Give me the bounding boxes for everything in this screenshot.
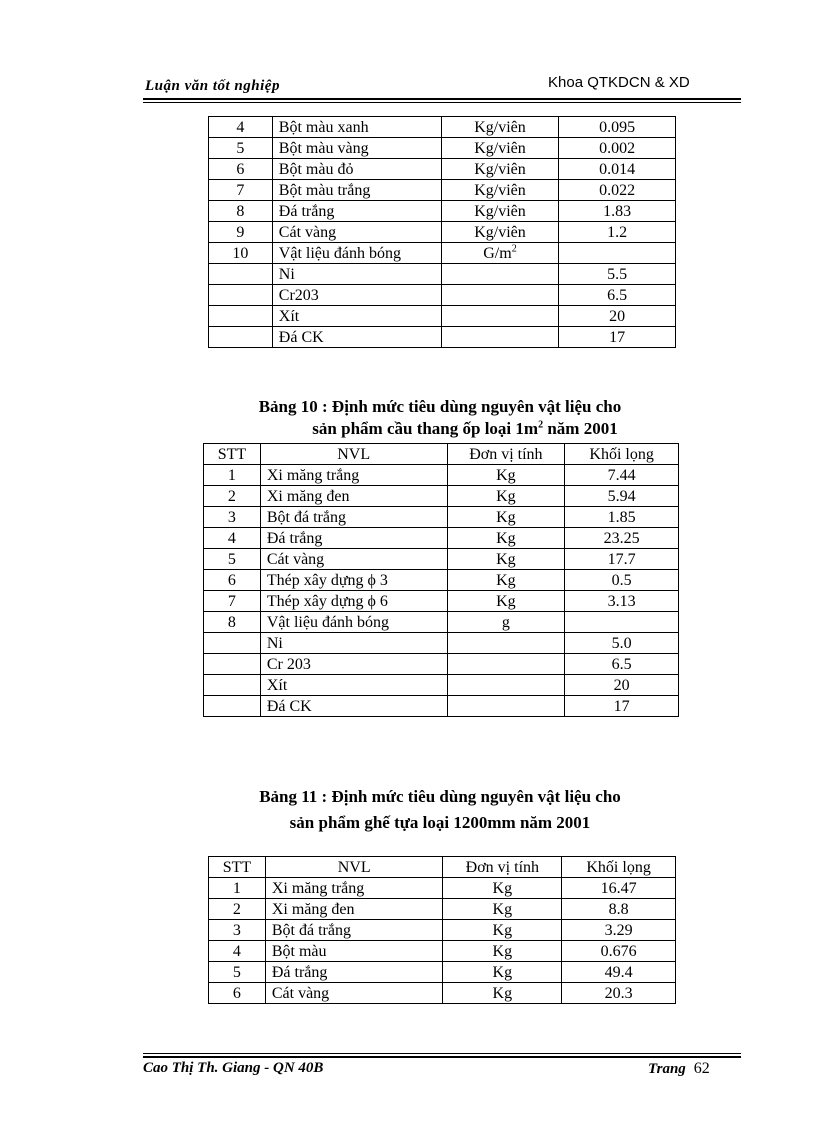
cell-text: Kg bbox=[496, 466, 516, 484]
cell-text: Xi măng trắng bbox=[266, 466, 360, 484]
cell-nvl bbox=[260, 507, 447, 528]
cell-text: 17 bbox=[613, 697, 630, 715]
cell-text: 2 bbox=[227, 487, 236, 505]
cell-text: Vật liệu đánh bóng bbox=[266, 613, 390, 631]
cell-unit bbox=[447, 507, 565, 528]
cell-nvl bbox=[260, 528, 447, 549]
cell-qty bbox=[559, 243, 676, 264]
cell-text: 9 bbox=[236, 223, 245, 241]
cell-stt bbox=[209, 138, 273, 159]
table-row bbox=[204, 570, 679, 591]
cell-text: Bột màu bbox=[271, 942, 327, 960]
cell-text: Xi măng đen bbox=[266, 487, 350, 505]
cell-nvl bbox=[272, 264, 441, 285]
table-row bbox=[209, 306, 676, 327]
cell-stt bbox=[204, 549, 261, 570]
cell-stt bbox=[204, 633, 261, 654]
table10-caption bbox=[190, 396, 690, 440]
cell-qty bbox=[562, 899, 676, 920]
cell-text: Ni bbox=[278, 265, 295, 283]
cell-qty bbox=[565, 570, 679, 591]
cell-qty bbox=[559, 201, 676, 222]
table-row bbox=[209, 941, 676, 962]
cell-stt bbox=[204, 654, 261, 675]
cell-text: Đá trắng bbox=[271, 963, 328, 981]
cell-nvl bbox=[260, 591, 447, 612]
cell-text: Thép xây dựng ϕ 3 bbox=[266, 571, 388, 589]
cell-unit bbox=[441, 264, 559, 285]
cell-text: 0.002 bbox=[599, 139, 636, 157]
cell-nvl bbox=[260, 465, 447, 486]
cell-text: 5.94 bbox=[607, 487, 636, 505]
cell-text: 5 bbox=[236, 139, 245, 157]
cell-stt bbox=[209, 941, 266, 962]
cell-nvl bbox=[260, 570, 447, 591]
table-continued bbox=[208, 116, 676, 348]
table-row bbox=[209, 138, 676, 159]
cell-text: Xi măng đen bbox=[271, 900, 355, 918]
cell-nvl bbox=[272, 180, 441, 201]
cell-stt bbox=[209, 159, 273, 180]
caption-superscript: 2 bbox=[538, 419, 544, 431]
table10-header-row bbox=[204, 444, 679, 465]
cell-text: Kg bbox=[496, 550, 516, 568]
cell-unit bbox=[441, 180, 559, 201]
cell-text: Xít bbox=[278, 307, 300, 325]
cell-text: Kg bbox=[496, 592, 516, 610]
caption-text-end: năm 2001 bbox=[543, 419, 618, 438]
cell-unit bbox=[441, 306, 559, 327]
cell-text: Đá trắng bbox=[278, 202, 335, 220]
table10-caption-line2 bbox=[190, 418, 690, 440]
table-row bbox=[209, 117, 676, 138]
cell-text: Kg bbox=[496, 529, 516, 547]
cell-unit bbox=[443, 899, 562, 920]
cell-text: 17 bbox=[609, 328, 626, 346]
cell-qty bbox=[565, 465, 679, 486]
cell-unit bbox=[447, 675, 565, 696]
cell-text: 20 bbox=[613, 676, 630, 694]
table-row bbox=[204, 528, 679, 549]
cell-stt bbox=[209, 201, 273, 222]
cell-qty bbox=[562, 941, 676, 962]
cell-nvl bbox=[272, 159, 441, 180]
header-thesis-title: Luận văn tốt nghiệp bbox=[145, 78, 280, 94]
cell-text: 49.4 bbox=[604, 963, 633, 981]
cell-nvl bbox=[272, 327, 441, 348]
cell-unit bbox=[447, 591, 565, 612]
footer-rule bbox=[143, 1056, 741, 1058]
cell-unit bbox=[441, 285, 559, 306]
cell-text: Bột đá trắng bbox=[271, 921, 351, 939]
cell-nvl bbox=[260, 612, 447, 633]
cell-text: 3.29 bbox=[604, 921, 633, 939]
cell-text: Kg bbox=[496, 571, 516, 589]
cell-text: Đá CK bbox=[278, 328, 324, 346]
cell-text: 20.3 bbox=[604, 984, 633, 1002]
cell-nvl bbox=[272, 201, 441, 222]
cell-text: 0.5 bbox=[611, 571, 632, 589]
cell-stt bbox=[209, 243, 273, 264]
cell-text: 8.8 bbox=[608, 900, 629, 918]
table11-caption-line1: Bảng 11 : Định mức tiêu dùng nguyên vật liệu cho bbox=[259, 787, 621, 806]
table-row bbox=[209, 327, 676, 348]
col-qty-header: Khối lọng bbox=[562, 857, 676, 878]
table-row bbox=[204, 612, 679, 633]
header-faculty: Khoa QTKDCN & XD bbox=[548, 74, 690, 91]
table-row bbox=[209, 243, 676, 264]
cell-nvl bbox=[260, 696, 447, 717]
table-row bbox=[204, 549, 679, 570]
cell-stt bbox=[204, 486, 261, 507]
table-row bbox=[204, 486, 679, 507]
cell-text: 3.13 bbox=[607, 592, 636, 610]
cell-text: 6.5 bbox=[611, 655, 632, 673]
cell-text: 23.25 bbox=[603, 529, 640, 547]
cell-text: 5.0 bbox=[611, 634, 632, 652]
cell-unit bbox=[441, 327, 559, 348]
cell-text: Đá CK bbox=[266, 697, 312, 715]
cell-text: Kg/viên bbox=[474, 160, 526, 178]
cell-nvl bbox=[260, 633, 447, 654]
cell-unit bbox=[443, 941, 562, 962]
cell-text: 6 bbox=[236, 160, 245, 178]
table-row bbox=[209, 285, 676, 306]
cell-text: Ni bbox=[266, 634, 283, 652]
cell-unit bbox=[447, 528, 565, 549]
footer-author: Cao Thị Th. Giang - QN 40B bbox=[143, 1060, 324, 1076]
cell-text: Cr 203 bbox=[266, 655, 311, 673]
cell-text: Cát vàng bbox=[271, 984, 330, 1002]
cell-qty bbox=[565, 549, 679, 570]
cell-qty bbox=[559, 159, 676, 180]
cell-qty bbox=[559, 180, 676, 201]
table-row bbox=[209, 878, 676, 899]
cell-nvl bbox=[260, 549, 447, 570]
cell-text: Kg/viên bbox=[474, 202, 526, 220]
cell-text: 4 bbox=[232, 942, 241, 960]
cell-text: Cát vàng bbox=[266, 550, 325, 568]
cell-qty bbox=[565, 675, 679, 696]
caption-text: sản phẩm cầu thang ốp loại 1m bbox=[312, 419, 539, 438]
table-row bbox=[204, 591, 679, 612]
cell-stt bbox=[209, 264, 273, 285]
cell-unit bbox=[447, 696, 565, 717]
cell-unit bbox=[443, 878, 562, 899]
cell-text: Cát vàng bbox=[278, 223, 337, 241]
cell-text: 0.095 bbox=[599, 118, 636, 136]
cell-qty bbox=[559, 117, 676, 138]
cell-text: 0.676 bbox=[600, 942, 637, 960]
cell-text: 1 bbox=[232, 879, 241, 897]
cell-text: Kg bbox=[496, 508, 516, 526]
table11-caption bbox=[190, 786, 690, 834]
cell-stt bbox=[204, 612, 261, 633]
cell-nvl bbox=[265, 962, 443, 983]
cell-qty bbox=[565, 528, 679, 549]
table-row bbox=[204, 696, 679, 717]
cell-nvl bbox=[260, 486, 447, 507]
cell-text: 17.7 bbox=[607, 550, 636, 568]
table-row bbox=[209, 201, 676, 222]
cell-text: Kg/viên bbox=[474, 139, 526, 157]
cell-qty bbox=[565, 696, 679, 717]
cell-text: 4 bbox=[236, 118, 245, 136]
cell-text: Kg bbox=[496, 487, 516, 505]
cell-qty bbox=[559, 306, 676, 327]
table-row bbox=[209, 159, 676, 180]
table-row bbox=[204, 654, 679, 675]
cell-qty bbox=[562, 920, 676, 941]
cell-text: 5.5 bbox=[607, 265, 628, 283]
cell-nvl bbox=[272, 285, 441, 306]
cell-text: Kg bbox=[492, 879, 513, 897]
cell-unit bbox=[443, 962, 562, 983]
cell-nvl bbox=[272, 306, 441, 327]
cell-stt bbox=[204, 696, 261, 717]
cell-text: Kg bbox=[492, 942, 513, 960]
cell-text: Thép xây dựng ϕ 6 bbox=[266, 592, 388, 610]
cell-nvl bbox=[265, 899, 443, 920]
cell-text: 7 bbox=[227, 592, 236, 610]
table10-caption-line1: Bảng 10 : Định mức tiêu dùng nguyên vật liệu cho bbox=[258, 397, 622, 416]
cell-text: 6 bbox=[232, 984, 241, 1002]
cell-unit bbox=[441, 138, 559, 159]
table11-header-row bbox=[209, 857, 676, 878]
table-row bbox=[209, 222, 676, 243]
table10 bbox=[203, 443, 679, 717]
cell-stt bbox=[204, 570, 261, 591]
cell-text: g bbox=[501, 613, 510, 631]
cell-text: Xít bbox=[266, 676, 288, 694]
cell-qty bbox=[562, 983, 676, 1004]
col-nvl-header: NVL bbox=[260, 444, 447, 465]
table-row bbox=[204, 465, 679, 486]
cell-text: Kg bbox=[492, 963, 513, 981]
cell-text: 7.44 bbox=[607, 466, 636, 484]
col-nvl-header: NVL bbox=[265, 857, 443, 878]
cell-qty bbox=[559, 138, 676, 159]
cell-stt bbox=[209, 306, 273, 327]
table-row bbox=[209, 983, 676, 1004]
cell-nvl bbox=[260, 675, 447, 696]
cell-text: Kg bbox=[492, 900, 513, 918]
cell-text: G/m bbox=[483, 244, 512, 262]
cell-stt bbox=[209, 899, 266, 920]
cell-text: 0.014 bbox=[599, 160, 636, 178]
cell-text: Kg bbox=[492, 984, 513, 1002]
table-row bbox=[204, 675, 679, 696]
cell-text: Vật liệu đánh bóng bbox=[278, 244, 401, 262]
cell-qty bbox=[565, 654, 679, 675]
cell-stt bbox=[204, 528, 261, 549]
table-row bbox=[209, 962, 676, 983]
cell-qty bbox=[559, 264, 676, 285]
table-row bbox=[209, 899, 676, 920]
cell-text: Bột màu vàng bbox=[278, 139, 369, 157]
cell-unit bbox=[443, 983, 562, 1004]
cell-unit bbox=[441, 243, 559, 264]
cell-qty bbox=[559, 285, 676, 306]
cell-text: 5 bbox=[227, 550, 236, 568]
header-rule-thin bbox=[143, 102, 741, 103]
cell-nvl bbox=[265, 878, 443, 899]
cell-unit bbox=[441, 117, 559, 138]
cell-unit bbox=[441, 159, 559, 180]
col-qty-header: Khối lọng bbox=[565, 444, 679, 465]
cell-text: Kg/viên bbox=[474, 181, 526, 199]
cell-text: 8 bbox=[236, 202, 245, 220]
cell-text: 20 bbox=[609, 307, 626, 325]
cell-qty bbox=[559, 222, 676, 243]
cell-nvl bbox=[265, 920, 443, 941]
table11-caption-line2: sản phẩm ghế tựa loại 1200mm năm 2001 bbox=[289, 813, 591, 832]
page-label: Trang bbox=[648, 1061, 686, 1077]
unit-superscript: 2 bbox=[511, 243, 517, 255]
cell-text: 3 bbox=[227, 508, 236, 526]
cell-text: Đá trắng bbox=[266, 529, 323, 547]
cell-unit bbox=[441, 201, 559, 222]
cell-stt bbox=[204, 507, 261, 528]
cell-stt bbox=[209, 962, 266, 983]
cell-unit bbox=[447, 612, 565, 633]
cell-text: 16.47 bbox=[600, 879, 637, 897]
col-stt-header: STT bbox=[204, 444, 261, 465]
header-rule bbox=[143, 98, 741, 100]
cell-qty bbox=[565, 486, 679, 507]
cell-qty bbox=[565, 591, 679, 612]
cell-stt bbox=[209, 222, 273, 243]
cell-unit bbox=[447, 486, 565, 507]
cell-unit bbox=[447, 570, 565, 591]
cell-text: 6.5 bbox=[607, 286, 628, 304]
cell-text: Kg/viên bbox=[474, 118, 526, 136]
cell-text: Bột màu trắng bbox=[278, 181, 371, 199]
cell-text: Kg/viên bbox=[474, 223, 526, 241]
cell-stt bbox=[209, 117, 273, 138]
cell-unit bbox=[447, 465, 565, 486]
cell-text: 5 bbox=[232, 963, 241, 981]
cell-text: 1 bbox=[227, 466, 236, 484]
cell-stt bbox=[204, 675, 261, 696]
cell-unit bbox=[441, 222, 559, 243]
cell-stt bbox=[209, 878, 266, 899]
cell-text: Bột màu đỏ bbox=[278, 160, 354, 178]
cell-qty bbox=[565, 507, 679, 528]
cell-nvl bbox=[265, 941, 443, 962]
cell-nvl bbox=[272, 117, 441, 138]
col-unit-header: Đơn vị tính bbox=[447, 444, 565, 465]
cell-text: 2 bbox=[232, 900, 241, 918]
cell-unit bbox=[443, 920, 562, 941]
cell-stt bbox=[209, 180, 273, 201]
cell-text: Bột đá trắng bbox=[266, 508, 346, 526]
cell-text: 1.83 bbox=[603, 202, 632, 220]
cell-unit bbox=[447, 633, 565, 654]
cell-text: 1.2 bbox=[607, 223, 628, 241]
table-row bbox=[209, 920, 676, 941]
footer-page bbox=[648, 1060, 710, 1078]
col-unit-header: Đơn vị tính bbox=[443, 857, 562, 878]
cell-text: Kg bbox=[492, 921, 513, 939]
cell-text: 8 bbox=[227, 613, 236, 631]
cell-stt bbox=[204, 591, 261, 612]
cell-text: Xi măng trắng bbox=[271, 879, 365, 897]
cell-unit bbox=[447, 654, 565, 675]
table-row bbox=[204, 633, 679, 654]
cell-qty bbox=[565, 612, 679, 633]
cell-nvl bbox=[260, 654, 447, 675]
cell-qty bbox=[559, 327, 676, 348]
cell-qty bbox=[562, 962, 676, 983]
cell-stt bbox=[209, 327, 273, 348]
col-stt-header: STT bbox=[209, 857, 266, 878]
cell-text: 10 bbox=[232, 244, 249, 262]
cell-text: Cr203 bbox=[278, 286, 319, 304]
cell-text: 0.022 bbox=[599, 181, 636, 199]
cell-nvl bbox=[272, 243, 441, 264]
cell-nvl bbox=[272, 138, 441, 159]
cell-qty bbox=[562, 878, 676, 899]
table11 bbox=[208, 856, 676, 1004]
cell-nvl bbox=[272, 222, 441, 243]
cell-text: 6 bbox=[227, 571, 236, 589]
cell-text: Bột màu xanh bbox=[278, 118, 369, 136]
cell-stt bbox=[209, 983, 266, 1004]
cell-text: 7 bbox=[236, 181, 245, 199]
cell-stt bbox=[204, 465, 261, 486]
table-row bbox=[204, 507, 679, 528]
footer-rule-thin bbox=[143, 1053, 741, 1054]
cell-unit bbox=[447, 549, 565, 570]
cell-nvl bbox=[265, 983, 443, 1004]
cell-text: 4 bbox=[227, 529, 236, 547]
cell-stt bbox=[209, 920, 266, 941]
cell-text: 3 bbox=[232, 921, 241, 939]
cell-stt bbox=[209, 285, 273, 306]
cell-text: 1.85 bbox=[607, 508, 636, 526]
table-row bbox=[209, 264, 676, 285]
page-number: 62 bbox=[693, 1060, 710, 1077]
cell-qty bbox=[565, 633, 679, 654]
table-row bbox=[209, 180, 676, 201]
